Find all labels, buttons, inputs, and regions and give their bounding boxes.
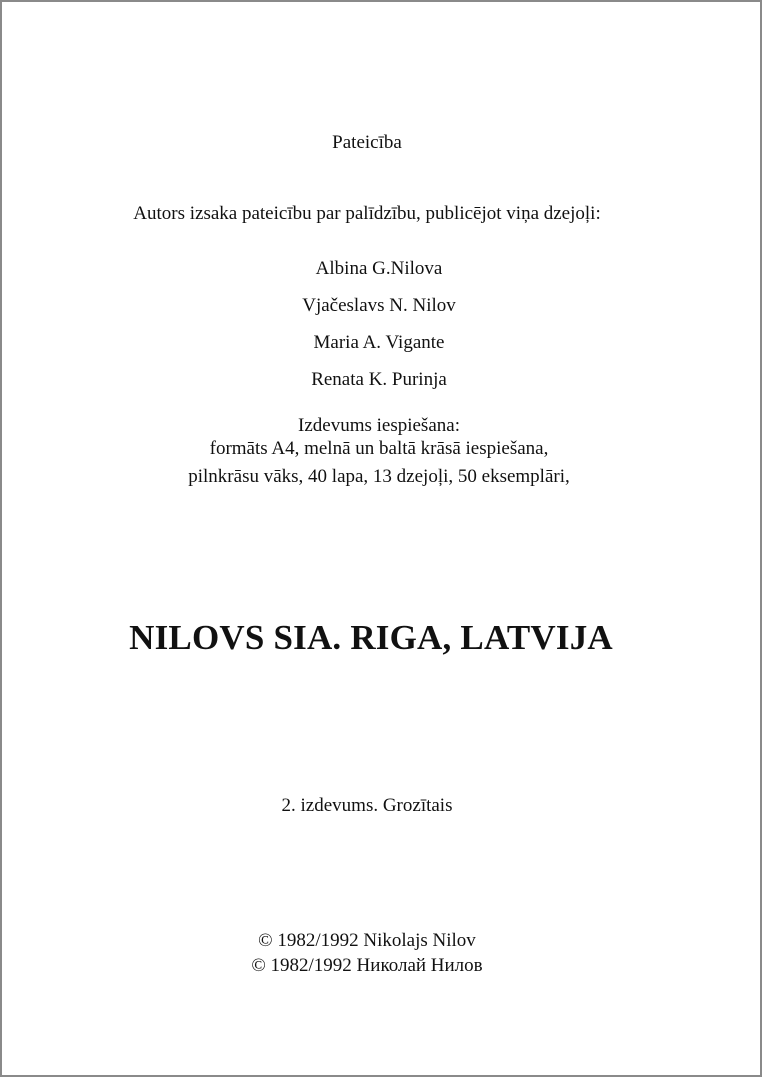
print-info-line: pilnkrāsu vāks, 40 lapa, 13 dzejoļi, 50 eksemplāri, (188, 466, 570, 487)
acknowledged-name: Renata K. Purinja (311, 369, 447, 390)
acknowledged-name: Maria A. Vigante (313, 332, 445, 353)
copyright-line: © 1982/1992 Николай Нилов (251, 955, 483, 976)
page-title: Pateicība (332, 132, 402, 153)
copyright-line: © 1982/1992 Nikolajs Nilov (258, 930, 476, 951)
print-info-heading: Izdevums iespiešana: (298, 415, 460, 436)
print-info-line: formāts A4, melnā un baltā krāsā iespiešana, (209, 438, 549, 459)
acknowledgement-intro: Autors izsaka pateicību par palīdzību, publicējot viņa dzejoļi: (133, 203, 601, 224)
edition-note: 2. izdevums. Grozītais (281, 795, 453, 816)
publisher-heading: NILOVS SIA. RIGA, LATVIJA (129, 618, 613, 657)
acknowledged-name: Albina G.Nilova (315, 258, 443, 279)
acknowledged-name: Vjačeslavs N. Nilov (302, 295, 456, 316)
